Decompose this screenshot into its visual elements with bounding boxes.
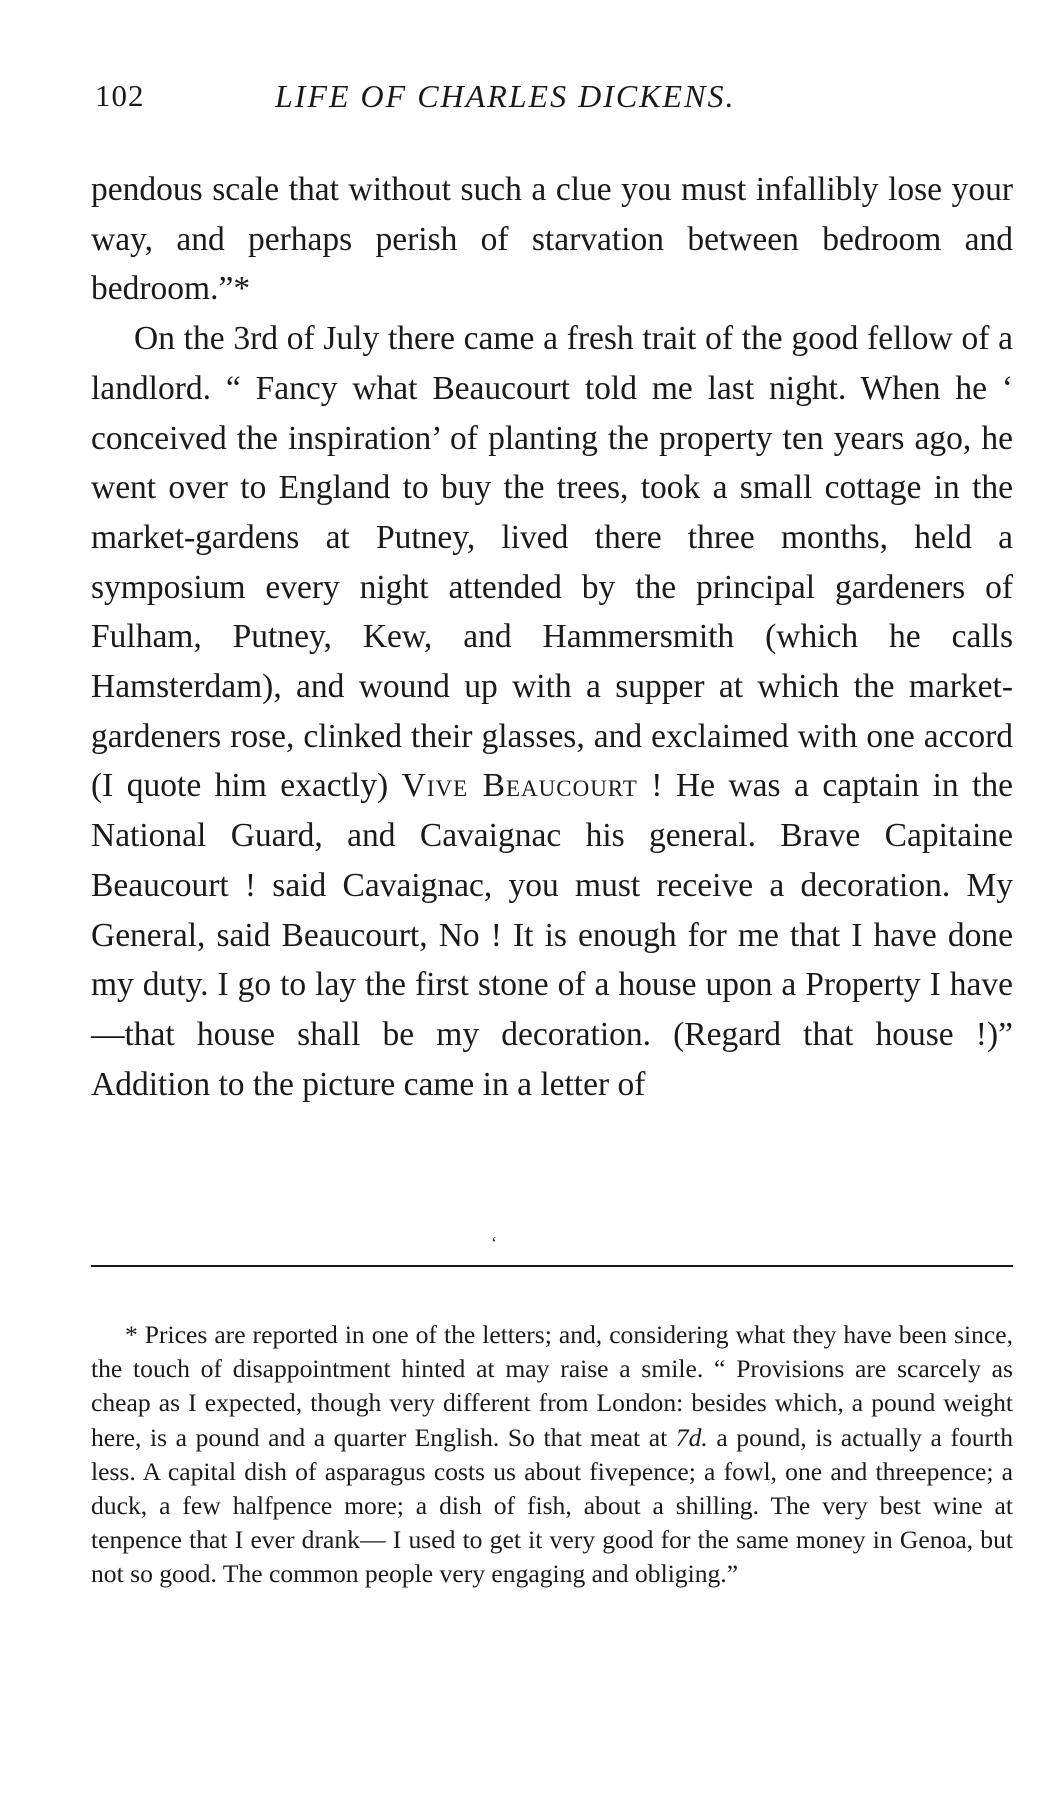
printer-mark: ‘ xyxy=(491,1233,497,1253)
page-number: 102 xyxy=(95,78,145,113)
main-text xyxy=(91,165,1013,1109)
vive-beaucourt-smallcaps: Vive Beaucourt xyxy=(401,767,638,805)
footnote-paragraph xyxy=(91,1318,1013,1592)
paragraph-text-after: ! He was a captain in the National Guard, and Cavaignac his general. Brave Capitaine Beaucourt ! said Cavaignac, you must receive a decoration. My General, said Beaucourt, No ! It is enough for me that I have done my duty. I go to lay the first stone of a house upon a Property I have —that house shall be my decoration. (Regard that house !)” Addition to the picture came in a letter of xyxy=(91,767,1014,1103)
footnote-price-italic: 7d. xyxy=(675,1422,708,1452)
footnote xyxy=(91,1318,1013,1592)
footnote-text-after: a pound, is actually a fourth less. A capital dish of asparagus costs us about fivepence; a fowl, one and threepence; a duck, a few halfpence more; a dish of fish, about a shilling. The very best wine at tenpence that I ever drank— I used to get it very good for the same money in Genoa, but not so good. The common people very engaging and obliging.” xyxy=(91,1422,1013,1589)
footnote-text-before: * Prices are reported in one of the letters; and, considering what they have been since, the touch of disappointment hinted at may raise a smile. “ Provisions are scarcely as cheap as I expected, though very different from London: besides which, a pound weight here, is a pound and a quarter English. So that meat at xyxy=(91,1320,1013,1452)
footnote-divider xyxy=(91,1265,1013,1267)
paragraph-continuation: pendous scale that without such a clue you must infallibly lose your way, and perhaps perish of starvation between bedroom and bedroom.”* xyxy=(91,171,1013,308)
paragraph-beaucourt xyxy=(91,314,1013,1109)
paragraph-text-before: On the 3rd of July there came a fresh trait of the good fellow of a landlord. “ Fancy what Beaucourt told me last night. When he ‘ conceived the inspiration’ of planting the property ten years ago, he went over to England to buy the trees, took a small cottage in the market-gardens at Putney, lived there three months, held a symposium every night attended by the principal gardeners of Fulham, Putney, Kew, and Hammersmith (which he calls Hamsterdam), and wound up with a supper at which the market-gardeners rose, clinked their glasses, and exclaimed with one accord (I quote him exactly) xyxy=(91,320,1013,805)
running-title: LIFE OF CHARLES DICKENS. xyxy=(275,78,736,114)
page-header xyxy=(95,78,1015,128)
